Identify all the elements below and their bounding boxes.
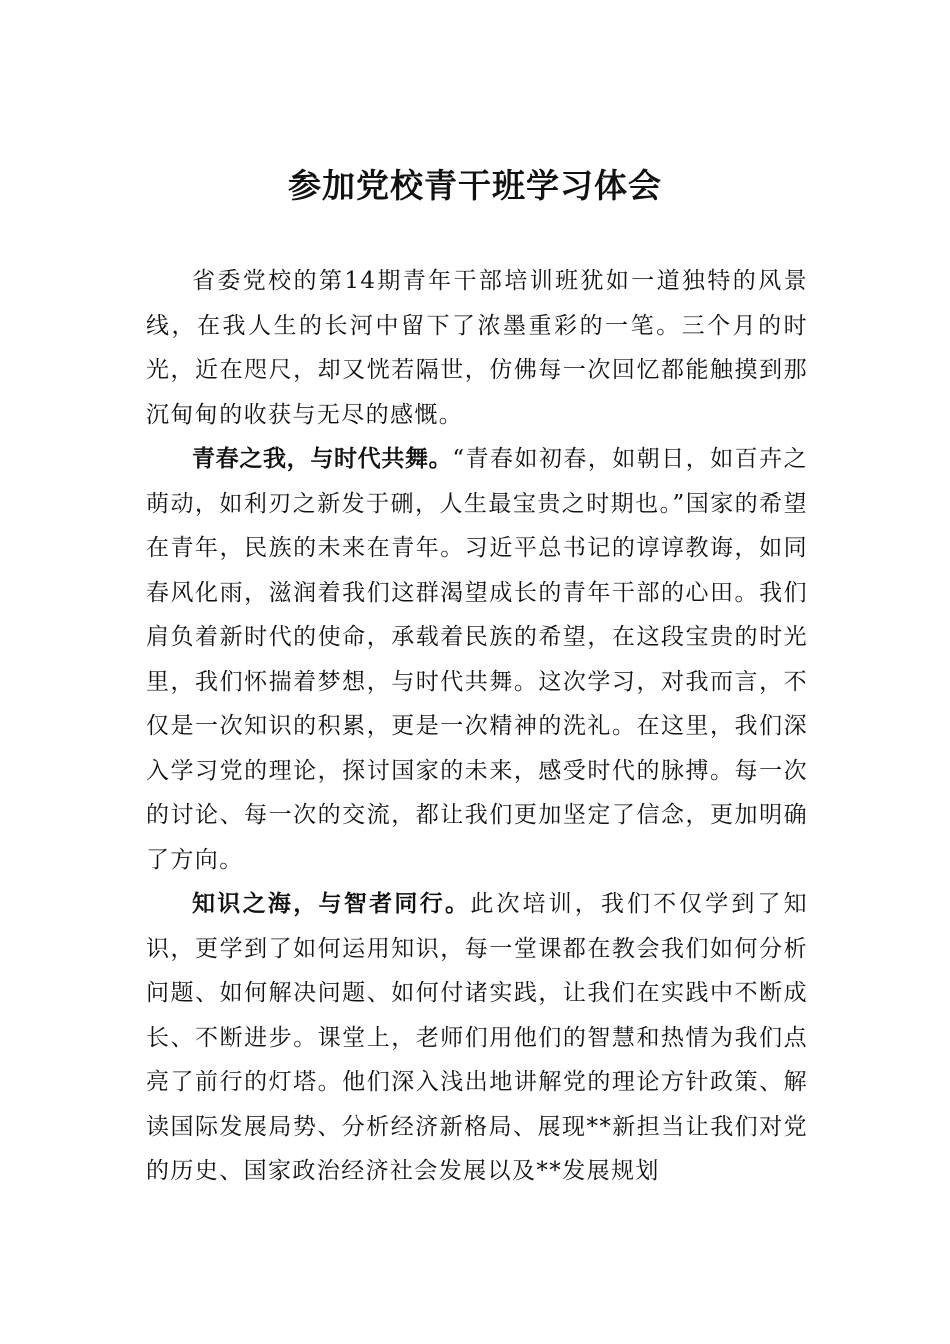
paragraph-lead-heading: 青春之我，与时代共舞。 xyxy=(192,446,453,472)
paragraph-knowledge xyxy=(146,882,808,1194)
paragraph-youth xyxy=(146,437,808,882)
paragraph-lead-heading: 知识之海，与智者同行。 xyxy=(192,891,471,917)
page-title: 参加党校青干班学习体会 xyxy=(288,166,662,205)
document-body xyxy=(146,259,808,1194)
paragraph-text: 此次培训，我们不仅学到了知识，更学到了如何运用知识，每一堂课都在教会我们如何分析问题、如何解决问题、如何付诸实践，让我们在实践中不断成长、不断进步。课堂上，老师们用他们的智慧和热情为我们点亮了前行的灯塔。他们深入浅出地讲解党的理论方针政策、解读国际发展局势、分析经济新格局、展现**新担当让我们对党的历史、国家政治经济社会发展以及**发展规划 xyxy=(146,891,808,1184)
paragraph-text: “青春如初春，如朝日，如百卉之萌动，如利刃之新发于硎，人生最宝贵之时期也。”国家的希望在青年，民族的未来在青年。习近平总书记的谆谆教诲，如同春风化雨，滋润着我们这群渴望成长的青年干部的心田。我们肩负着新时代的使命，承载着民族的希望，在这段宝贵的时光里，我们怀揣着梦想，与时代共舞。这次学习，对我而言，不仅是一次知识的积累，更是一次精神的洗礼。在这里，我们深入学习党的理论，探讨国家的未来，感受时代的脉搏。每一次的讨论、每一次的交流，都让我们更加坚定了信念，更加明确了方向。 xyxy=(146,446,808,873)
paragraph-intro xyxy=(146,259,808,437)
paragraph-text: 省委党校的第14期青年干部培训班犹如一道独特的风景线，在我人生的长河中留下了浓墨重彩的一笔。三个月的时光，近在咫尺，却又恍若隔世，仿佛每一次回忆都能触摸到那沉甸甸的收获与无尽的感慨。 xyxy=(146,268,808,428)
